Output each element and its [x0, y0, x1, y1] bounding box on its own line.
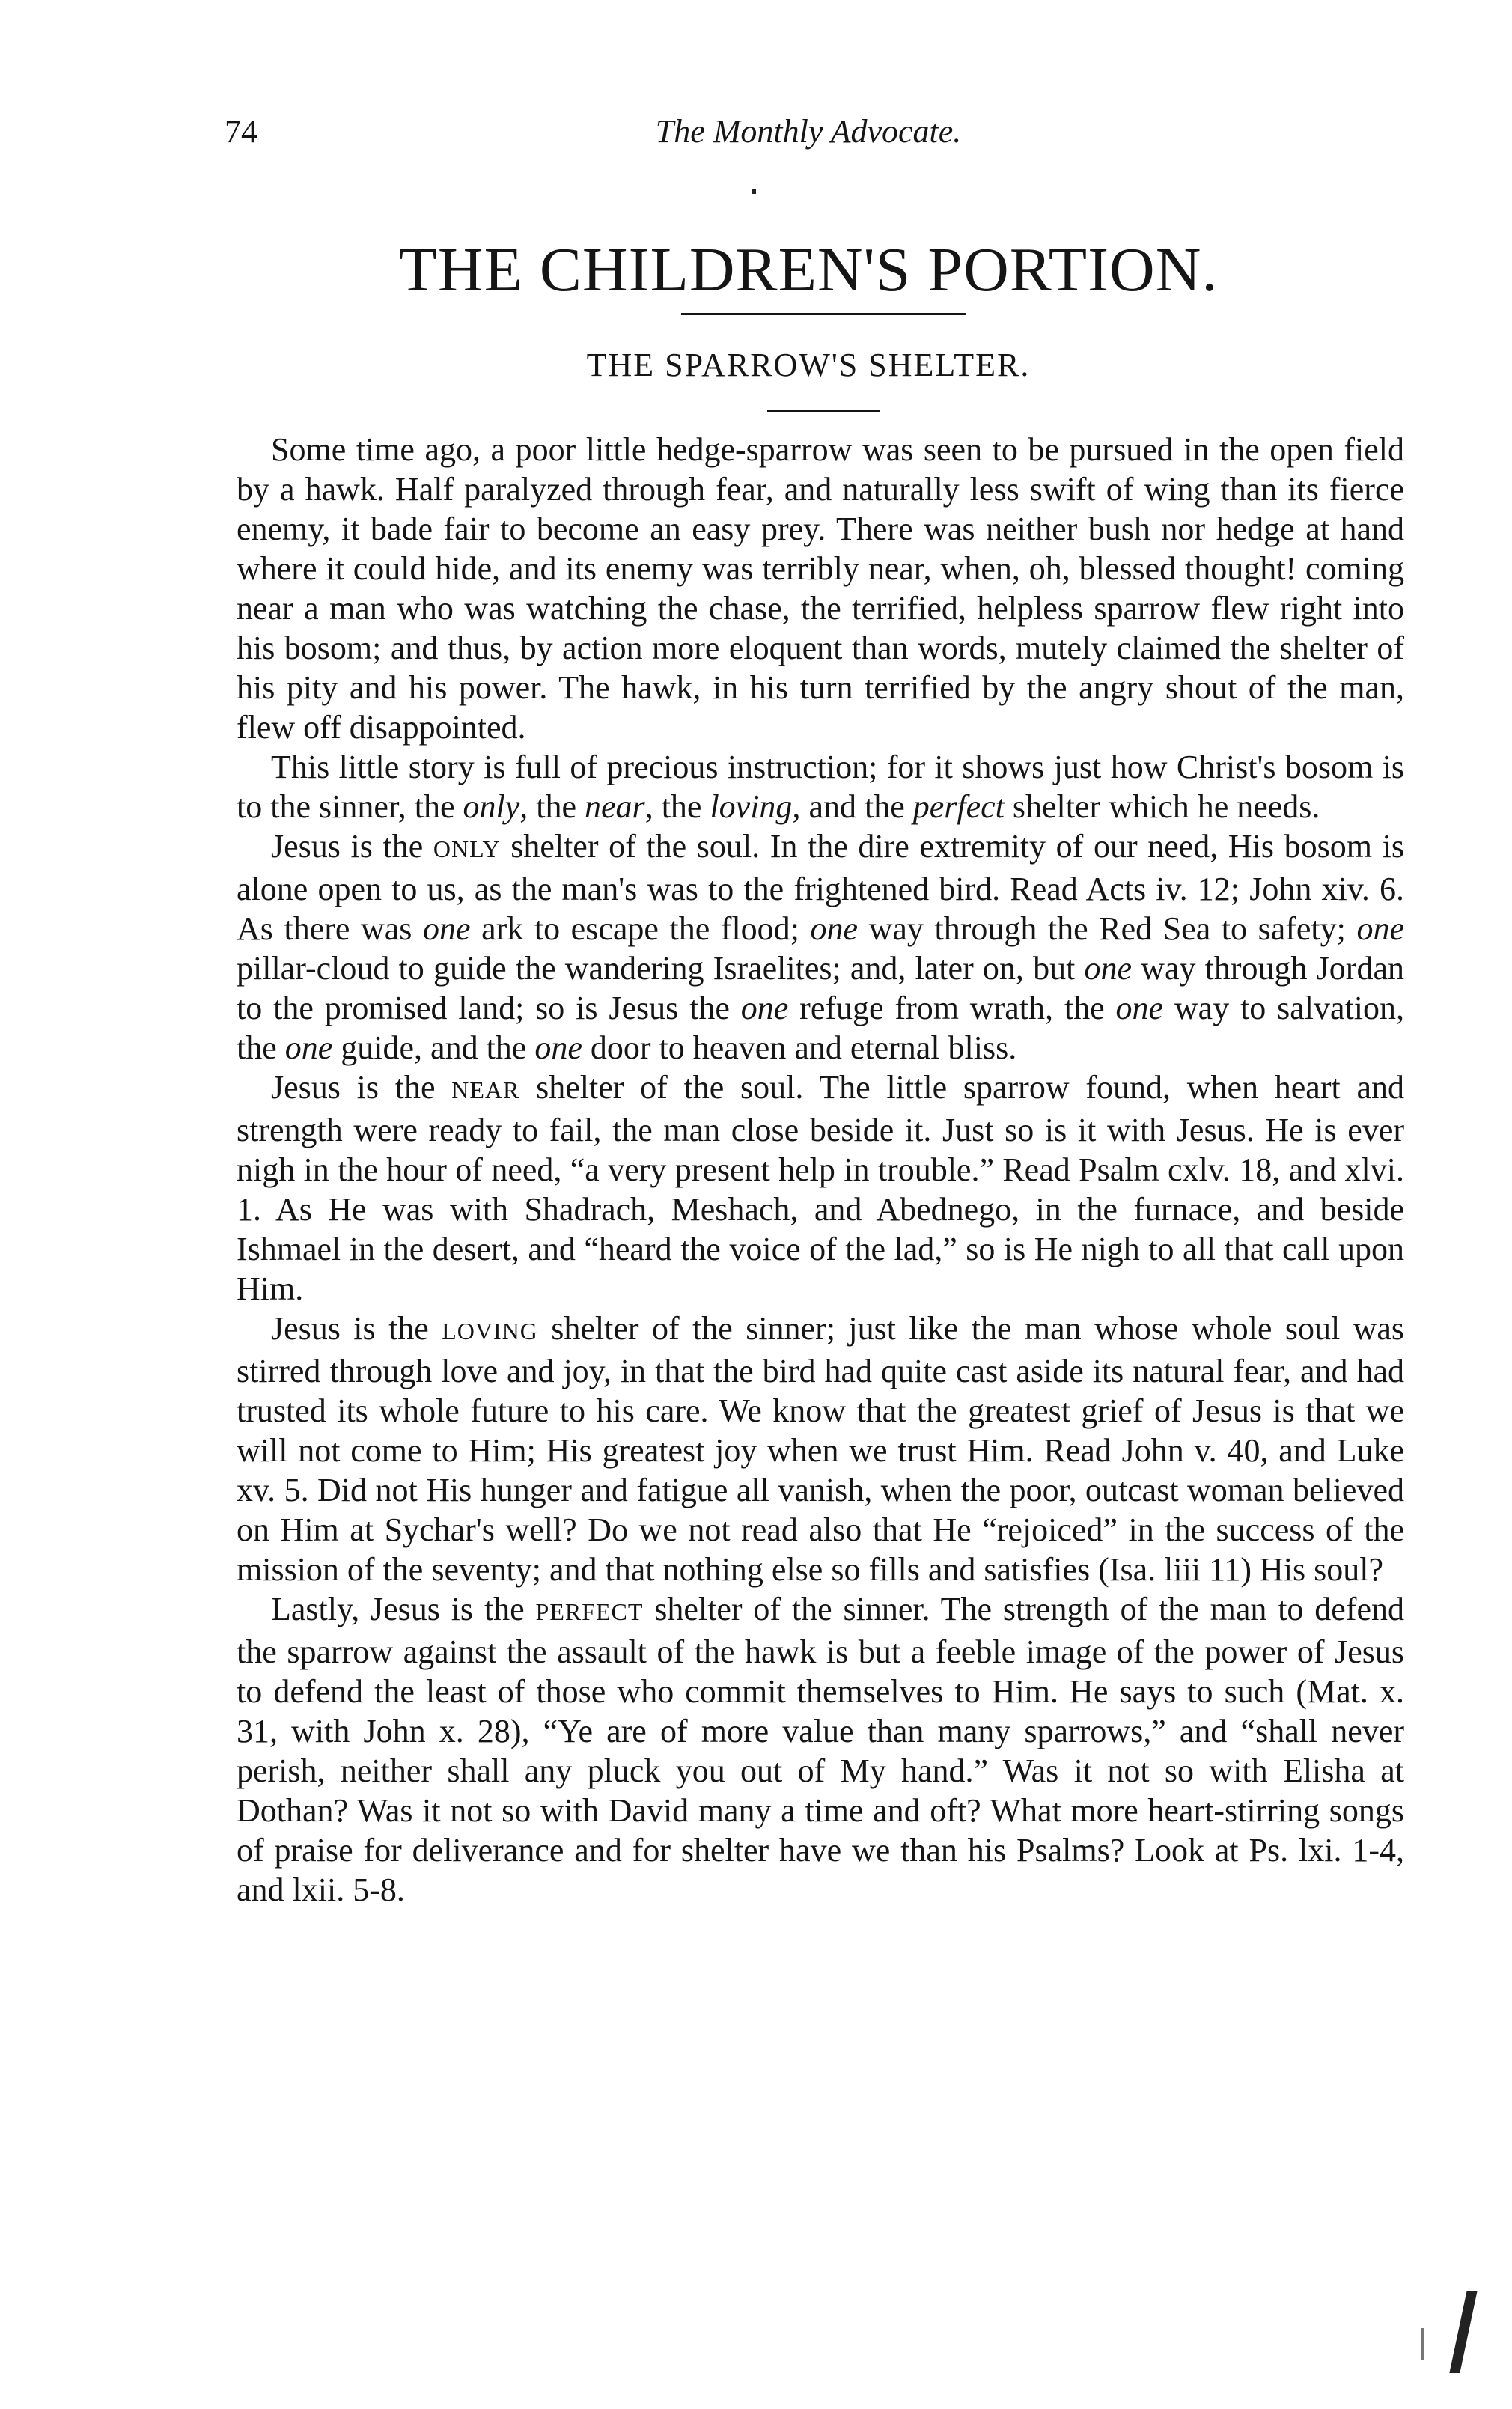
paragraph-text: Some time ago, a poor little hedge-sparrow was seen to be pursued in the open field by a hawk. Half paralyzed through fear, and naturally less swift of wing than its fierce enemy, it bade fair to become an easy prey. There was neither bush nor hedge at hand where it could hide, and its enemy was terribly near, when, oh, blessed thought! coming near a man who was watching the chase, the terrified, helpless sparrow flew right into his bosom; and thus, by action more eloquent than words, mutely claimed the shelter of his pity and his power. The hawk, in his turn terrified by the angry shout of the man, flew off disappointed. [237, 431, 1404, 746]
page-number: 74 [225, 113, 257, 150]
paragraph-text: refuge from wrath, the [788, 990, 1116, 1026]
emphasis-one: one [1084, 950, 1132, 987]
paragraph-text: ark to escape the flood; [470, 910, 811, 947]
paragraph-text: shelter of the sinner. The strength of the man to defend the sparrow against the assault of the hawk is but a feeble image of the power of Jesus to defend the least of those who commit themselves to Him. He says to such (Mat. x. 31, with John x. 28), “Ye are of more value than many sparrows,” and “shall never perish, neither shall any pluck you out of My hand.” Was it not so with Elisha at Dothan? Was it not so with David many a time and oft? What more heart-stirring songs of praise for deliverance and for shelter have we than his Psalms? Look at Ps. lxi. 1-4, and lxii. 5-8. [237, 1591, 1404, 1908]
paragraph-text: way through Jordan to the promised land; so is Jesus the [237, 950, 1404, 1026]
paragraph-text: way to salvation, the [237, 990, 1405, 1066]
emphasis-near: near [585, 788, 645, 825]
paragraph-3 [237, 826, 1404, 1068]
paragraph-text: shelter of the sinner; just like the man whose whole soul was stirred through love and joy, in that the bird had quite cast aside its natural fear, and had trusted its whole future to his care. We know that the greatest grief of Jesus is that we will not come to Him; His greatest joy when we trust Him. Read John v. 40, and Luke xv. 5. Did not His hunger and fatigue all vanish, when the poor, outcast woman believed on Him at Sychar's well? Do we not read also that He “rejoiced” in the success of the mission of the seventy; and that nothing else so fills and satisfies (Isa. liii 11) His soul? [237, 1310, 1405, 1588]
emphasis-one: one [284, 1029, 333, 1066]
paragraph-1 [237, 430, 1404, 747]
article-body [237, 430, 1404, 1910]
paragraph-text: way through the Red Sea to safety; [858, 910, 1357, 947]
paragraph-text: , the [519, 788, 585, 825]
paragraph-text: shelter which he needs. [1004, 788, 1320, 825]
print-speck [752, 189, 756, 194]
paragraph-text: Jesus is the [271, 1069, 452, 1106]
article-title-rule [767, 410, 880, 412]
paragraph-text: guide, and the [332, 1029, 535, 1066]
emphasis-one: one [740, 990, 789, 1026]
paragraph-text: , and the [792, 788, 913, 825]
emphasis-loving: loving [710, 788, 793, 825]
paragraph-text: Lastly, Jesus is the [271, 1591, 536, 1627]
small-caps-near: NEAR [451, 1076, 520, 1103]
title-rule [681, 313, 966, 315]
small-caps-only: ONLY [433, 835, 501, 862]
paragraph-2 [237, 747, 1404, 826]
section-title: THE CHILDREN'S PORTION. [398, 235, 1219, 305]
paragraph-text: door to heaven and eternal bliss. [582, 1029, 1017, 1066]
paragraph-text: , the [644, 788, 710, 825]
paragraph-6 [237, 1589, 1404, 1910]
emphasis-one: one [810, 910, 859, 947]
paragraph-5 [237, 1309, 1404, 1589]
emphasis-one: one [423, 910, 471, 947]
paragraph-text: Jesus is the [271, 828, 433, 865]
paragraph-text: pillar-cloud to guide the wandering Israelites; and, later on, but [237, 950, 1085, 987]
small-caps-loving: LOVING [442, 1318, 538, 1344]
article-title: THE SPARROW'S SHELTER. [586, 347, 1031, 383]
page-edge-mark [1421, 2328, 1424, 2360]
small-caps-perfect: PERFECT [535, 1598, 644, 1625]
emphasis-one: one [534, 1029, 582, 1066]
journal-title: The Monthly Advocate. [655, 113, 962, 150]
running-head [225, 112, 1392, 157]
emphasis-one: one [1356, 910, 1404, 947]
page-edge-mark [1449, 2291, 1477, 2373]
paragraph-text: shelter of the soul. In the dire extremity of our need, His bosom is alone open to us, as the man's was to the frightened bird. Read Acts iv. 12; John xiv. 6. As there was [237, 828, 1405, 947]
emphasis-perfect: perfect [912, 788, 1005, 825]
emphasis-one: one [1115, 990, 1164, 1026]
paragraph-text: This little story is full of precious instruction; for it shows just how Christ's bosom is to the sinner, the [237, 749, 1404, 825]
paragraph-text: shelter of the soul. The little sparrow found, when heart and strength were ready to fail, the man close beside it. Just so is it with Jesus. He is ever nigh in the hour of need, “a very present help in trouble.” Read Psalm cxlv. 18, and xlvi. 1. As He was with Shadrach, Meshach, and Abednego, in the furnace, and beside Ishmael in the desert, and “heard the voice of the lad,” so is He nigh to all that call upon Him. [237, 1069, 1404, 1307]
paragraph-text: Jesus is the [271, 1310, 442, 1347]
paragraph-4 [237, 1068, 1404, 1309]
emphasis-only: only [463, 788, 520, 825]
